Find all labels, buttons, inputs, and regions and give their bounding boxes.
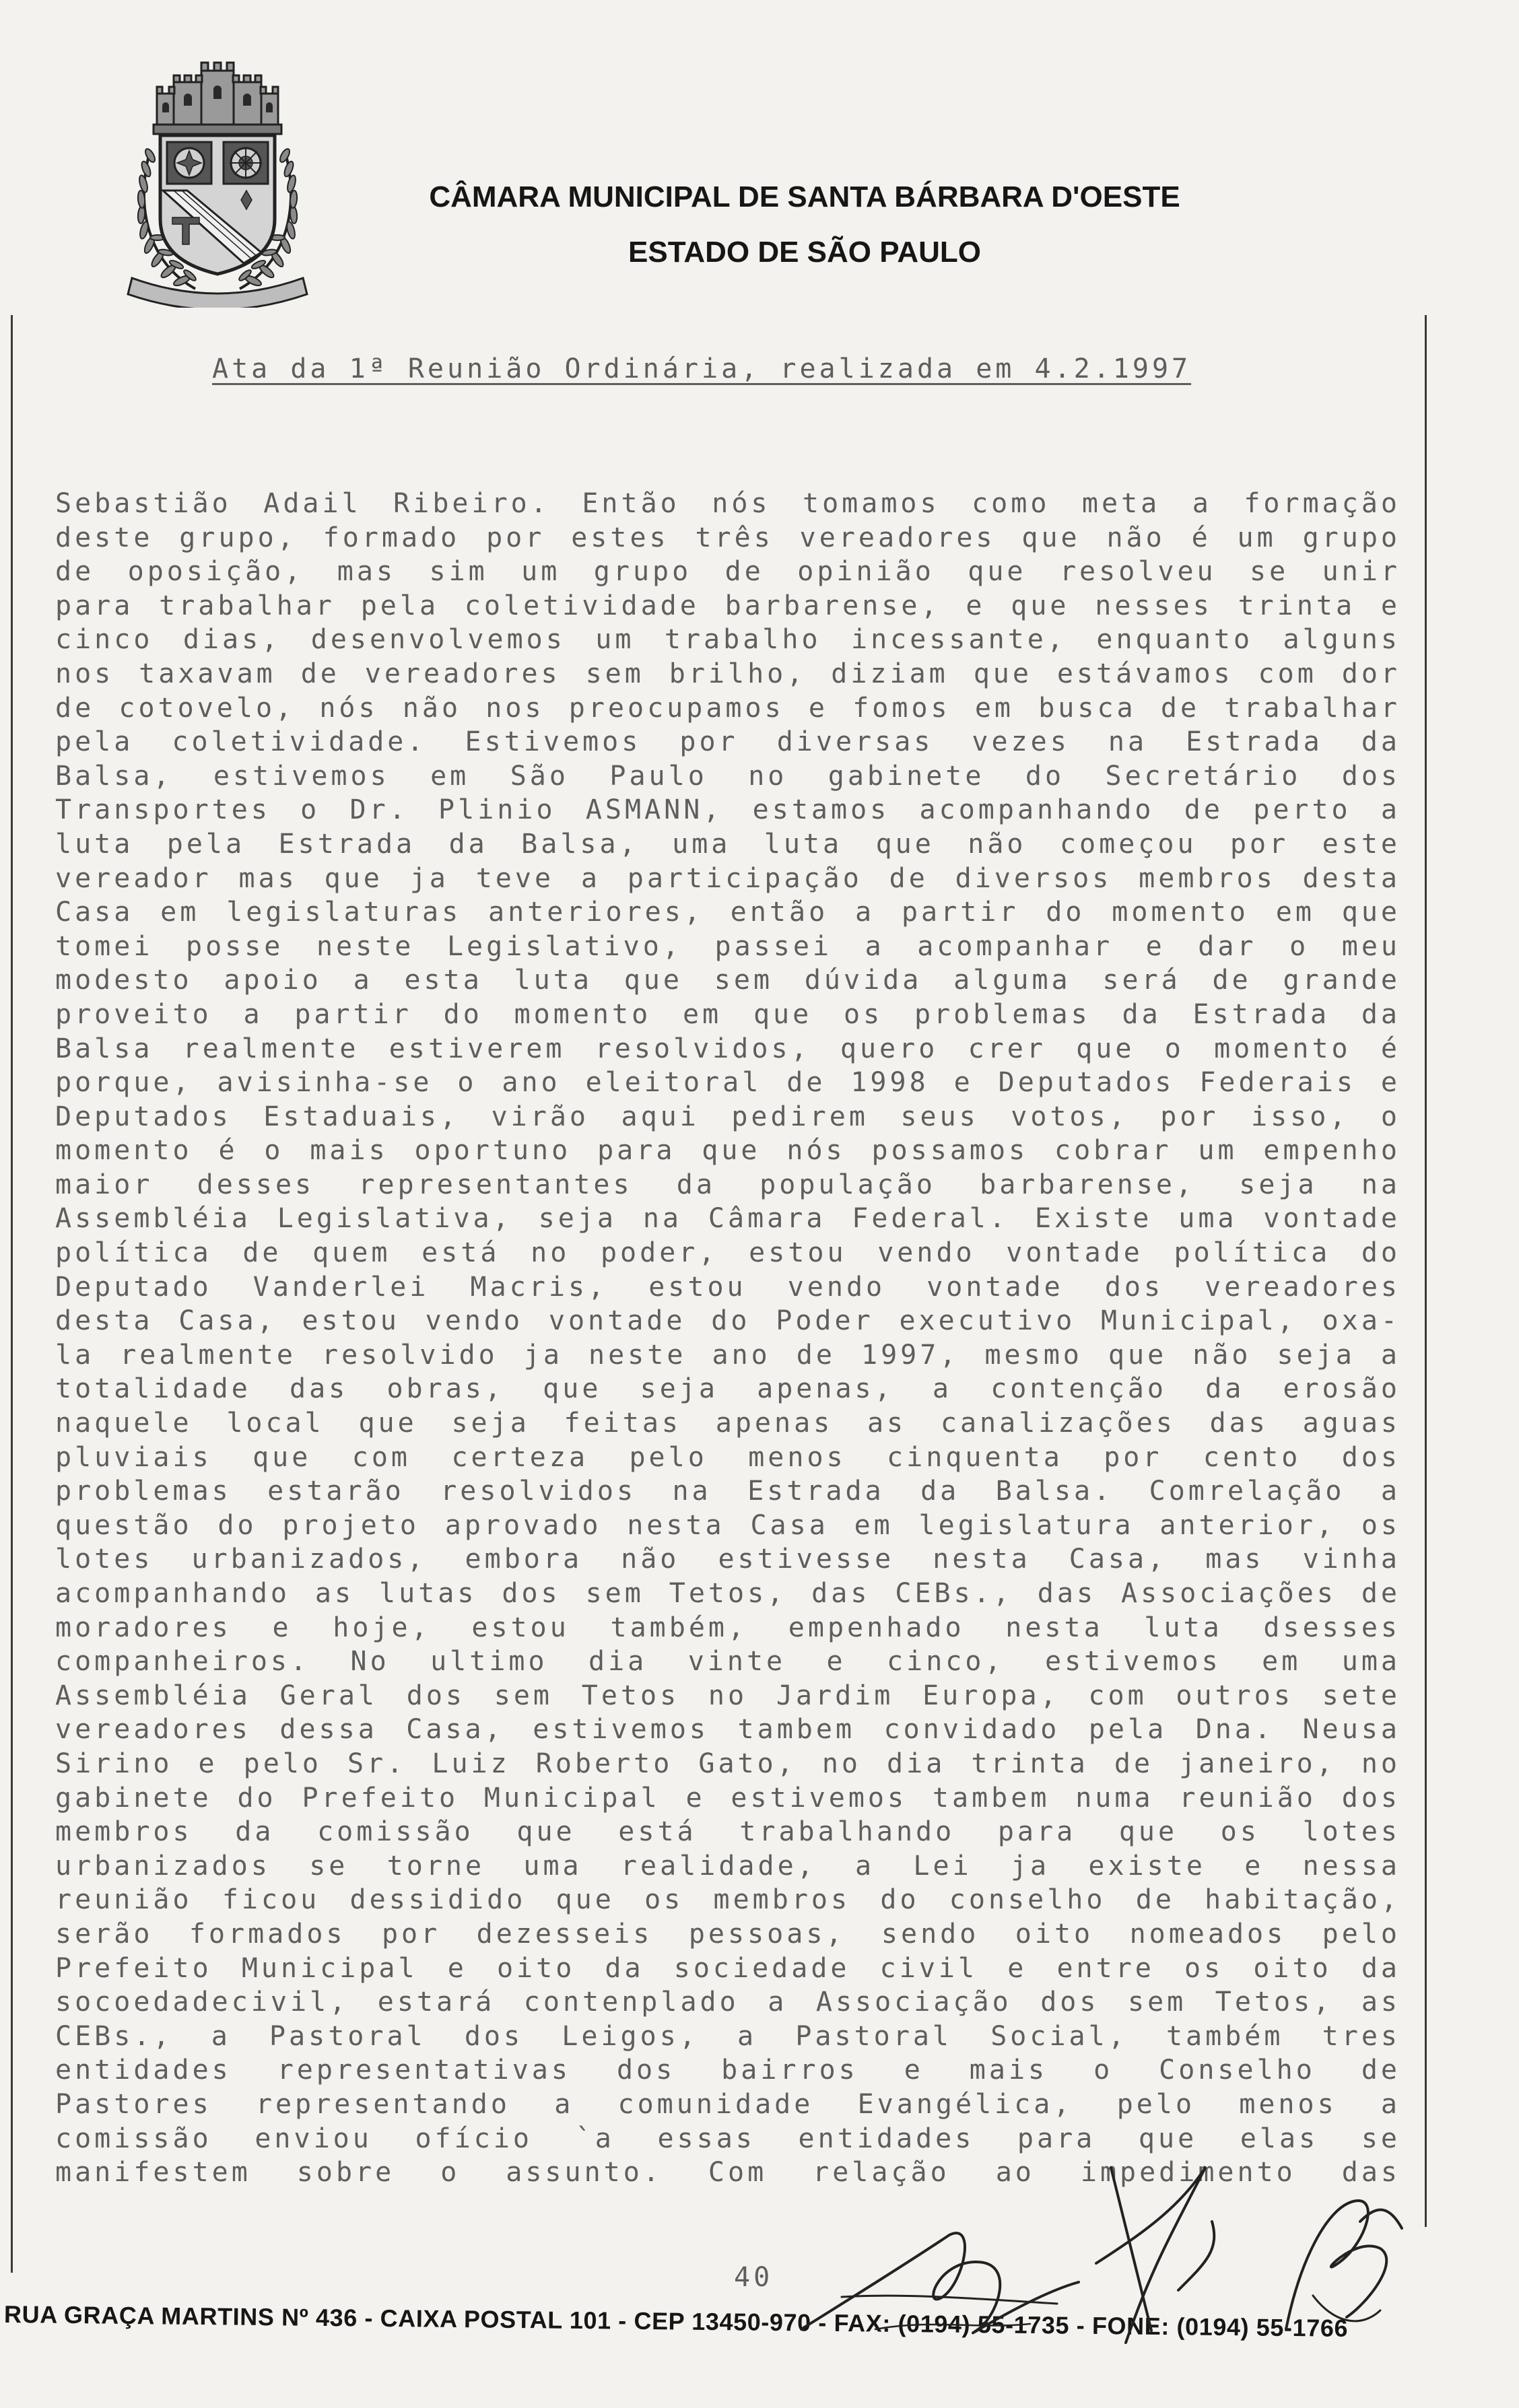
body-line: vereador mas que ja teve a participação de diversos membros desta	[55, 862, 1400, 894]
body-line: desta Casa, estou vendo vontade do Poder executivo Municipal, oxa-	[55, 1305, 1400, 1337]
signature-2	[1096, 2168, 1214, 2343]
body-line: tomei posse neste Legislativo, passei a acompanhar e dar o meu	[55, 930, 1400, 962]
body-line: modesto apoio a esta luta que sem dúvida alguma será de grande	[55, 965, 1400, 996]
body-line: serão formados por dezesseis pessoas, sendo oito nomeados pelo	[55, 1918, 1400, 1950]
body-line: comissão enviou ofício `a essas entidades para que elas se	[55, 2123, 1400, 2154]
body-line: entidades representativas dos bairros e mais o Conselho de	[55, 2055, 1400, 2086]
body-line: de cotovelo, nós não nos preocupamos e fomos em busca de trabalhar	[55, 692, 1400, 724]
mural-crown	[154, 63, 281, 134]
body-line: pela coletividade. Estivemos por diversas vezes na Estrada da	[55, 726, 1400, 758]
body-line: totalidade das obras, que seja apenas, a contenção da erosão	[55, 1373, 1400, 1405]
body-line: problemas estarão resolvidos na Estrada da Balsa. Comrelação a	[55, 1476, 1400, 1507]
coat-of-arms-icon	[120, 59, 315, 308]
signatures	[774, 2127, 1421, 2356]
body-line: cinco dias, desenvolvemos um trabalho incessante, enquanto alguns	[55, 624, 1400, 656]
body-line: moradores e hoje, estou também, empenhado nesta luta dsesses	[55, 1612, 1400, 1643]
body-line: de oposição, mas sim um grupo de opinião que resolveu se unir	[55, 556, 1400, 588]
institution-name: CÂMARA MUNICIPAL DE SANTA BÁRBARA D'OESTE	[429, 180, 1180, 213]
body-line: Casa em legislaturas anteriores, então a partir do momento em que	[55, 897, 1400, 928]
signature-3	[1286, 2201, 1402, 2329]
body-line: Transportes o Dr. Plinio ASMANN, estamos acompanhando de perto a	[55, 794, 1400, 826]
body-line: Prefeito Municipal e oito da sociedade civil e entre os oito da	[55, 1952, 1400, 1984]
body-line: gabinete do Prefeito Municipal e estivemos tambem numa reunião dos	[55, 1782, 1400, 1814]
body-line: membros da comissão que está trabalhando para que os lotes	[55, 1816, 1400, 1848]
body-line: naquele local que seja feitas apenas as canalizações das aguas	[55, 1408, 1400, 1439]
body-line: proveito a partir do momento em que os problemas da Estrada da	[55, 998, 1400, 1030]
body-line: Balsa, estivemos em São Paulo no gabinete do Secretário dos	[55, 760, 1400, 792]
body-line: Pastores representando a comunidade Evangélica, pelo menos a	[55, 2088, 1400, 2120]
body-line: manifestem sobre o assunto. Com relação ao impedimento das	[55, 2157, 1400, 2189]
state-name: ESTADO DE SÃO PAULO	[628, 236, 981, 269]
body-line: reunião ficou dessidido que os membros do conselho de habitação,	[55, 1884, 1400, 1916]
body-line: pluviais que com certeza pelo menos cinquenta por cento dos	[55, 1441, 1400, 1473]
body-line: Deputados Estaduais, virão aqui pedirem seus votos, por isso, o	[55, 1101, 1400, 1132]
right-margin-line	[1425, 315, 1427, 2227]
shield	[160, 135, 275, 274]
body-text	[55, 487, 1400, 2190]
body-line: política de quem está no poder, estou vendo vontade política do	[55, 1237, 1400, 1269]
body-line: companheiros. No ultimo dia vinte e cinco, estivemos em uma	[55, 1646, 1400, 1678]
body-line: luta pela Estrada da Balsa, uma luta que não começou por este	[55, 828, 1400, 860]
body-line: momento é o mais oportuno para que nós possamos cobrar um empenho	[55, 1135, 1400, 1167]
body-line: CEBs., a Pastoral dos Leigos, a Pastoral Social, também tres	[55, 2020, 1400, 2052]
ribbon	[128, 278, 307, 308]
body-line: Assembléia Geral dos sem Tetos no Jardim Europa, com outros sete	[55, 1680, 1400, 1711]
signature-1	[801, 2233, 1079, 2333]
body-line: vereadores dessa Casa, estivemos tambem convidado pela Dna. Neusa	[55, 1714, 1400, 1746]
footer-address: RUA GRAÇA MARTINS Nº 436 - CAIXA POSTAL 101 - CEP 13450-970 - FAX: (0194) 55-1735 - FONE: (0194) 55-1766	[3, 2300, 1349, 2342]
body-line: para trabalhar pela coletividade barbarense, e que nesses trinta e	[55, 590, 1400, 621]
body-line: deste grupo, formado por estes três vereadores que não é um grupo	[55, 522, 1400, 553]
body-line: Deputado Vanderlei Macris, estou vendo vontade dos vereadores	[55, 1271, 1400, 1303]
body-line: acompanhando as lutas dos sem Tetos, das CEBs., das Associações de	[55, 1578, 1400, 1609]
body-line: la realmente resolvido ja neste ano de 1997, mesmo que não seja a	[55, 1339, 1400, 1371]
body-line: maior desses representantes da população barbarense, seja na	[55, 1169, 1400, 1200]
body-line: porque, avisinha-se o ano eleitoral de 1998 e Deputados Federais e	[55, 1067, 1400, 1099]
body-line: Sirino e pelo Sr. Luiz Roberto Gato, no dia trinta de janeiro, no	[55, 1748, 1400, 1779]
body-line: Sebastião Adail Ribeiro. Então nós tomamos como meta a formação	[55, 488, 1400, 519]
body-line: nos taxavam de vereadores sem brilho, diziam que estávamos com dor	[55, 658, 1400, 689]
body-line: lotes urbanizados, embora não estivesse nesta Casa, mas vinha	[55, 1544, 1400, 1575]
body-line: socoedadecivil, estará contenplado a Associação dos sem Tetos, as	[55, 1987, 1400, 2018]
body-line: Assembléia Legislativa, seja na Câmara Federal. Existe uma vontade	[55, 1203, 1400, 1235]
document-title: Ata da 1ª Reunião Ordinária, realizada em 4.2.1997	[212, 353, 1192, 384]
left-margin-line	[11, 315, 13, 2273]
body-line: Balsa realmente estiverem resolvidos, quero crer que o momento é	[55, 1033, 1400, 1064]
body-line: urbanizados se torne uma realidade, a Lei ja existe e nessa	[55, 1850, 1400, 1882]
page-number: 40	[734, 2262, 774, 2293]
body-line: questão do projeto aprovado nesta Casa em legislatura anterior, os	[55, 1509, 1400, 1541]
